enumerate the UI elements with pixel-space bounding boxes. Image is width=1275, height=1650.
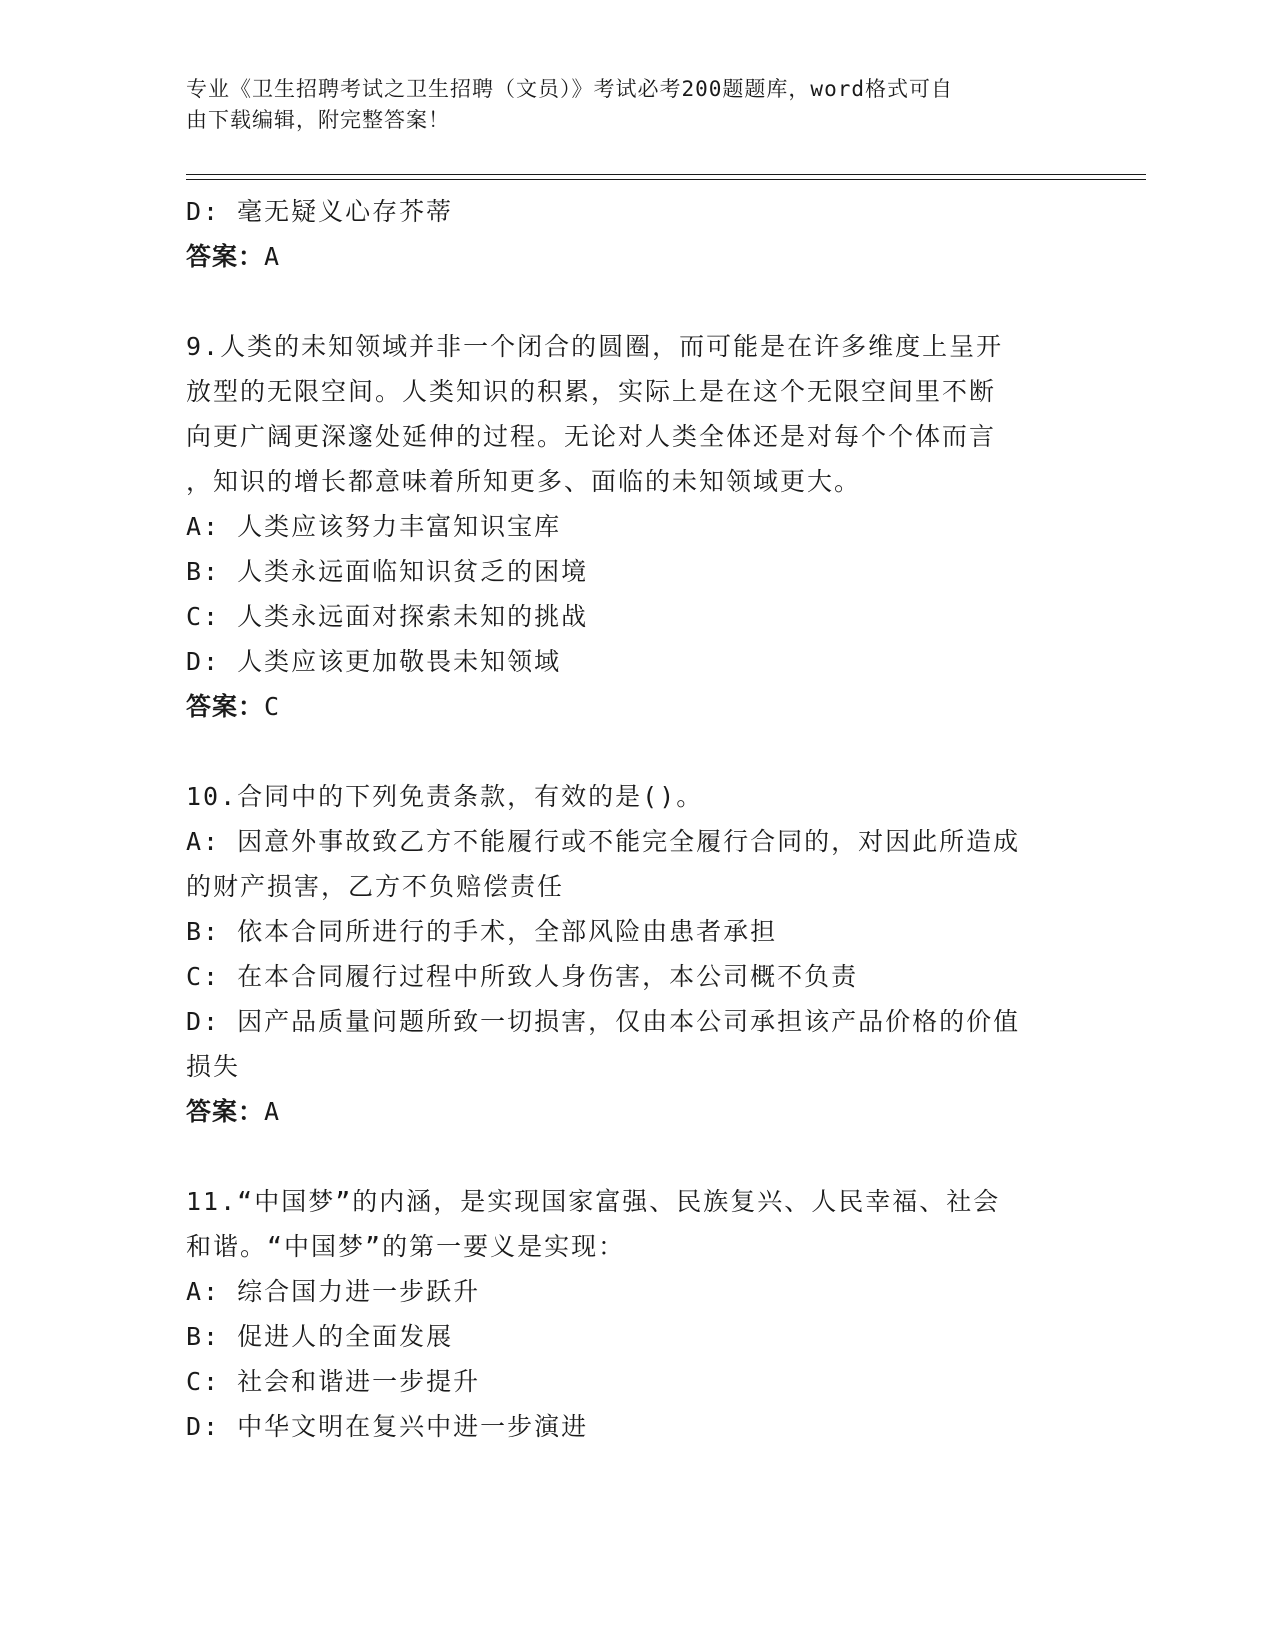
spacer <box>186 1134 1086 1179</box>
question-10-option-d: D: 因产品质量问题所致一切损害，仅由本公司承担该产品价格的价值 <box>186 1007 1021 1036</box>
question-11-stem-line: 和谐。“中国梦”的第一要义是实现： <box>186 1232 626 1261</box>
question-10-answer <box>186 1089 1086 1134</box>
answer-label: 答案： <box>186 1097 265 1126</box>
question-9-stem-line: 放型的无限空间。人类知识的积累，实际上是在这个无限空间里不断 <box>186 377 997 406</box>
answer-value: A <box>264 242 281 271</box>
question-10-option-a: A: 因意外事故致乙方不能履行或不能完全履行合同的，对因此所造成 <box>186 827 1021 856</box>
question-11-option-a: A: 综合国力进一步跃升 <box>186 1277 481 1306</box>
question-11-option-b: B: 促进人的全面发展 <box>186 1322 454 1351</box>
answer-value: C <box>264 692 281 721</box>
question-9 <box>186 324 1086 729</box>
question-10 <box>186 774 1086 1134</box>
question-10-option-b: B: 依本合同所进行的手术，全部风险由患者承担 <box>186 917 778 946</box>
question-10-option-a-cont: 的财产损害，乙方不负赔偿责任 <box>186 872 565 901</box>
question-9-option-b: B: 人类永远面临知识贫乏的困境 <box>186 557 589 586</box>
answer-label: 答案： <box>186 242 265 271</box>
header-line-2: 由下载编辑，附完整答案！ <box>186 108 450 132</box>
answer-value: A <box>264 1097 281 1126</box>
question-9-stem-line: ，知识的增长都意味着所知更多、面临的未知领域更大。 <box>186 467 862 496</box>
spacer <box>186 729 1086 774</box>
question-10-option-d-cont: 损失 <box>186 1052 241 1081</box>
question-10-stem-line: 10.合同中的下列免责条款，有效的是()。 <box>186 782 704 811</box>
question-9-stem-line: 9.人类的未知领域并非一个闭合的圆圈，而可能是在许多维度上呈开 <box>186 332 1004 361</box>
header-divider <box>186 174 1146 180</box>
header-line-1: 专业《卫生招聘考试之卫生招聘（文员）》考试必考200题题库，word格式可自 <box>186 77 953 101</box>
question-list <box>186 189 1086 1449</box>
question-9-stem-line: 向更广阔更深邃处延伸的过程。无论对人类全体还是对每个个体而言 <box>186 422 997 451</box>
question-10-option-c: C: 在本合同履行过程中所致人身伤害，本公司概不负责 <box>186 962 859 991</box>
question-11 <box>186 1179 1086 1449</box>
document-header <box>186 74 1066 136</box>
prev-answer <box>186 234 1086 279</box>
question-9-option-d: D: 人类应该更加敬畏未知领域 <box>186 647 562 676</box>
question-9-answer <box>186 684 1086 729</box>
question-11-stem-line: 11.“中国梦”的内涵，是实现国家富强、民族复兴、人民幸福、社会 <box>186 1187 1001 1216</box>
spacer <box>186 279 1086 324</box>
prev-option-d: D: 毫无疑义心存芥蒂 <box>186 197 454 226</box>
question-9-option-c: C: 人类永远面对探索未知的挑战 <box>186 602 589 631</box>
question-9-option-a: A: 人类应该努力丰富知识宝库 <box>186 512 562 541</box>
question-11-option-c: C: 社会和谐进一步提升 <box>186 1367 481 1396</box>
answer-label: 答案： <box>186 692 265 721</box>
question-11-option-d: D: 中华文明在复兴中进一步演进 <box>186 1412 589 1441</box>
